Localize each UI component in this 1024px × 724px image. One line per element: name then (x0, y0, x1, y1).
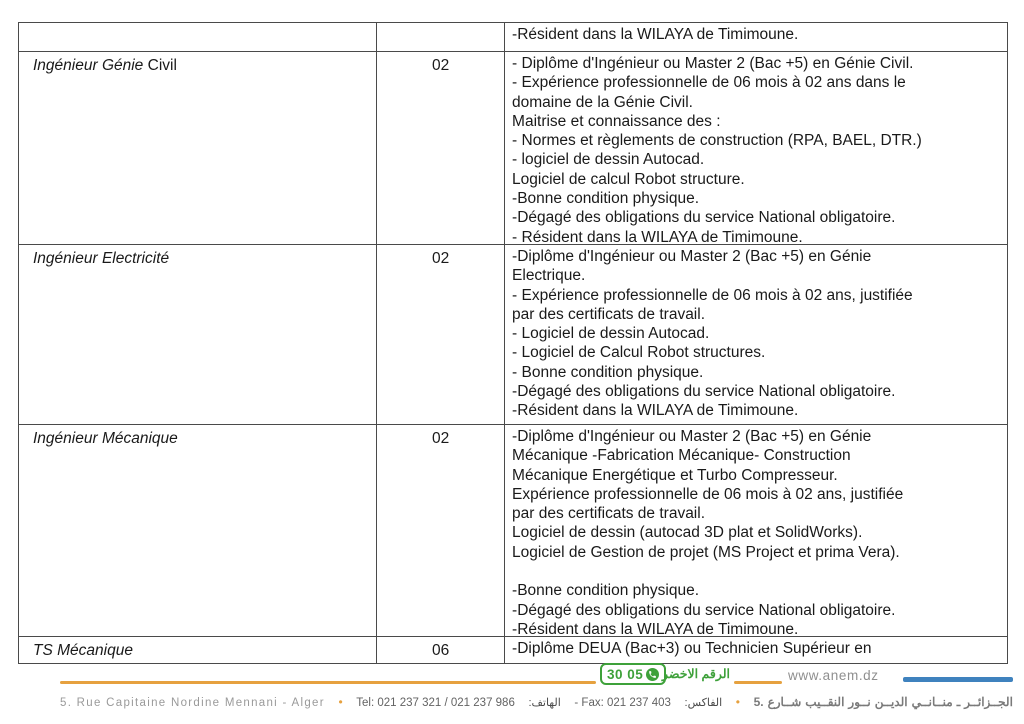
requirement-line: -Diplôme d'Ingénieur ou Master 2 (Bac +5) en Génie (512, 428, 872, 445)
requirement-line: -Résident dans la WILAYA de Timimoune. (512, 402, 799, 420)
orange-divider-line-2 (734, 681, 782, 684)
table-row (19, 23, 1007, 51)
requirement-line (512, 562, 1003, 581)
job-title-cell: Ingénieur Génie Civil (19, 52, 377, 244)
requirement-line: domaine de la Génie Civil. (512, 93, 693, 111)
requirement-line: - Logiciel de dessin Autocad. (512, 325, 710, 343)
requirement-line: - Normes et règlements de construction (RPA, BAEL, DTR.) (512, 132, 922, 150)
blue-divider-line (903, 677, 1013, 682)
job-title-cell: TS Mécanique (19, 637, 377, 663)
green-number-badge (600, 663, 666, 685)
requirement-line: -Bonne condition physique. (512, 190, 700, 208)
positions-count-cell (377, 23, 505, 51)
requirement-line: Logiciel de dessin (autocad 3D plat et SolidWorks). (512, 524, 863, 542)
positions-count-cell: 02 (377, 52, 505, 244)
table-row (19, 244, 1007, 424)
positions-count-cell: 02 (377, 245, 505, 424)
footer-address-fr: 5. Rue Capitaine Nordine Mennani - Alger (60, 697, 325, 709)
requirements-cell (505, 245, 1007, 424)
hotline-label-arabic: الرقم الاخضر (662, 667, 731, 681)
requirement-line: - Bonne condition physique. (512, 363, 704, 381)
requirement-line: - Expérience professionnelle de 06 mois à 02 ans dans le (512, 74, 906, 92)
footer-tel: Tel: 021 237 321 / 021 237 986 (356, 697, 515, 709)
positions-count-cell: 02 (377, 425, 505, 636)
footer-bullet: • (735, 695, 740, 709)
orange-divider-line (60, 681, 596, 684)
table-row (19, 51, 1007, 244)
requirement-line: Logiciel de calcul Robot structure. (512, 170, 745, 188)
requirement-line: -Bonne condition physique. (512, 582, 700, 600)
phone-icon (646, 668, 659, 681)
requirement-line: -Diplôme d'Ingénieur ou Master 2 (Bac +5) en Génie (512, 248, 872, 265)
requirement-line: -Résident dans la WILAYA de Timimoune. (512, 620, 799, 636)
job-title-cell: Ingénieur Electricité (19, 245, 377, 424)
requirement-line: Mécanique Energétique et Turbo Compresseur. (512, 466, 838, 484)
positions-count-cell: 06 (377, 637, 505, 663)
footer-fax: - Fax: 021 237 403 (574, 697, 671, 709)
requirement-line: - Logiciel de Calcul Robot structures. (512, 344, 766, 362)
requirement-line: -Dégagé des obligations du service National obligatoire. (512, 383, 896, 401)
requirement-line: par des certificats de travail. (512, 505, 706, 523)
requirement-line: - logiciel de dessin Autocad. (512, 151, 705, 169)
job-title-cell: Ingénieur Mécanique (19, 425, 377, 636)
job-offers-table (18, 22, 1008, 664)
requirement-line: -Résident dans la WILAYA de Timimoune. (512, 26, 799, 43)
footer-label-ar: الفاكس: (684, 697, 723, 709)
requirement-line: Electrique. (512, 267, 586, 285)
requirements-cell (505, 425, 1007, 636)
requirement-line: Logiciel de Gestion de projet (MS Project et prima Vera). (512, 543, 900, 561)
requirement-line: Maitrise et connaissance des : (512, 112, 721, 130)
table-row (19, 424, 1007, 636)
website-link[interactable]: www.anem.dz (788, 668, 879, 683)
job-title-cell (19, 23, 377, 51)
requirement-line: Expérience professionnelle de 06 mois à 02 ans, justifiée (512, 485, 904, 503)
requirements-cell (505, 52, 1007, 244)
table-row (19, 636, 1007, 663)
requirement-line: - Résident dans la WILAYA de Timimoune. (512, 228, 803, 244)
requirement-line: Mécanique -Fabrication Mécanique- Construction (512, 447, 851, 465)
requirements-cell (505, 23, 1007, 51)
requirement-line: - Diplôme d'Ingénieur ou Master 2 (Bac +5) en Génie Civil. (512, 55, 914, 72)
requirement-line: par des certificats de travail. (512, 305, 706, 323)
footer-address-line (60, 695, 1013, 709)
hotline-number: 30 05 (607, 666, 644, 682)
requirements-cell (505, 637, 1007, 663)
footer-bullet: • (338, 695, 343, 709)
footer-address-ar: 5. شــارع النقــيب نــور الديــن منــانــي ـ الجــزائــر (753, 695, 1013, 709)
footer-label-ar: الهاتف: (528, 697, 561, 709)
requirement-line: -Dégagé des obligations du service National obligatoire. (512, 601, 896, 619)
requirement-line: -Diplôme DEUA (Bac+3) ou Technicien Supérieur en (512, 640, 872, 657)
requirement-line: - Expérience professionnelle de 06 mois à 02 ans, justifiée (512, 286, 913, 304)
requirement-line: -Dégagé des obligations du service National obligatoire. (512, 209, 896, 227)
